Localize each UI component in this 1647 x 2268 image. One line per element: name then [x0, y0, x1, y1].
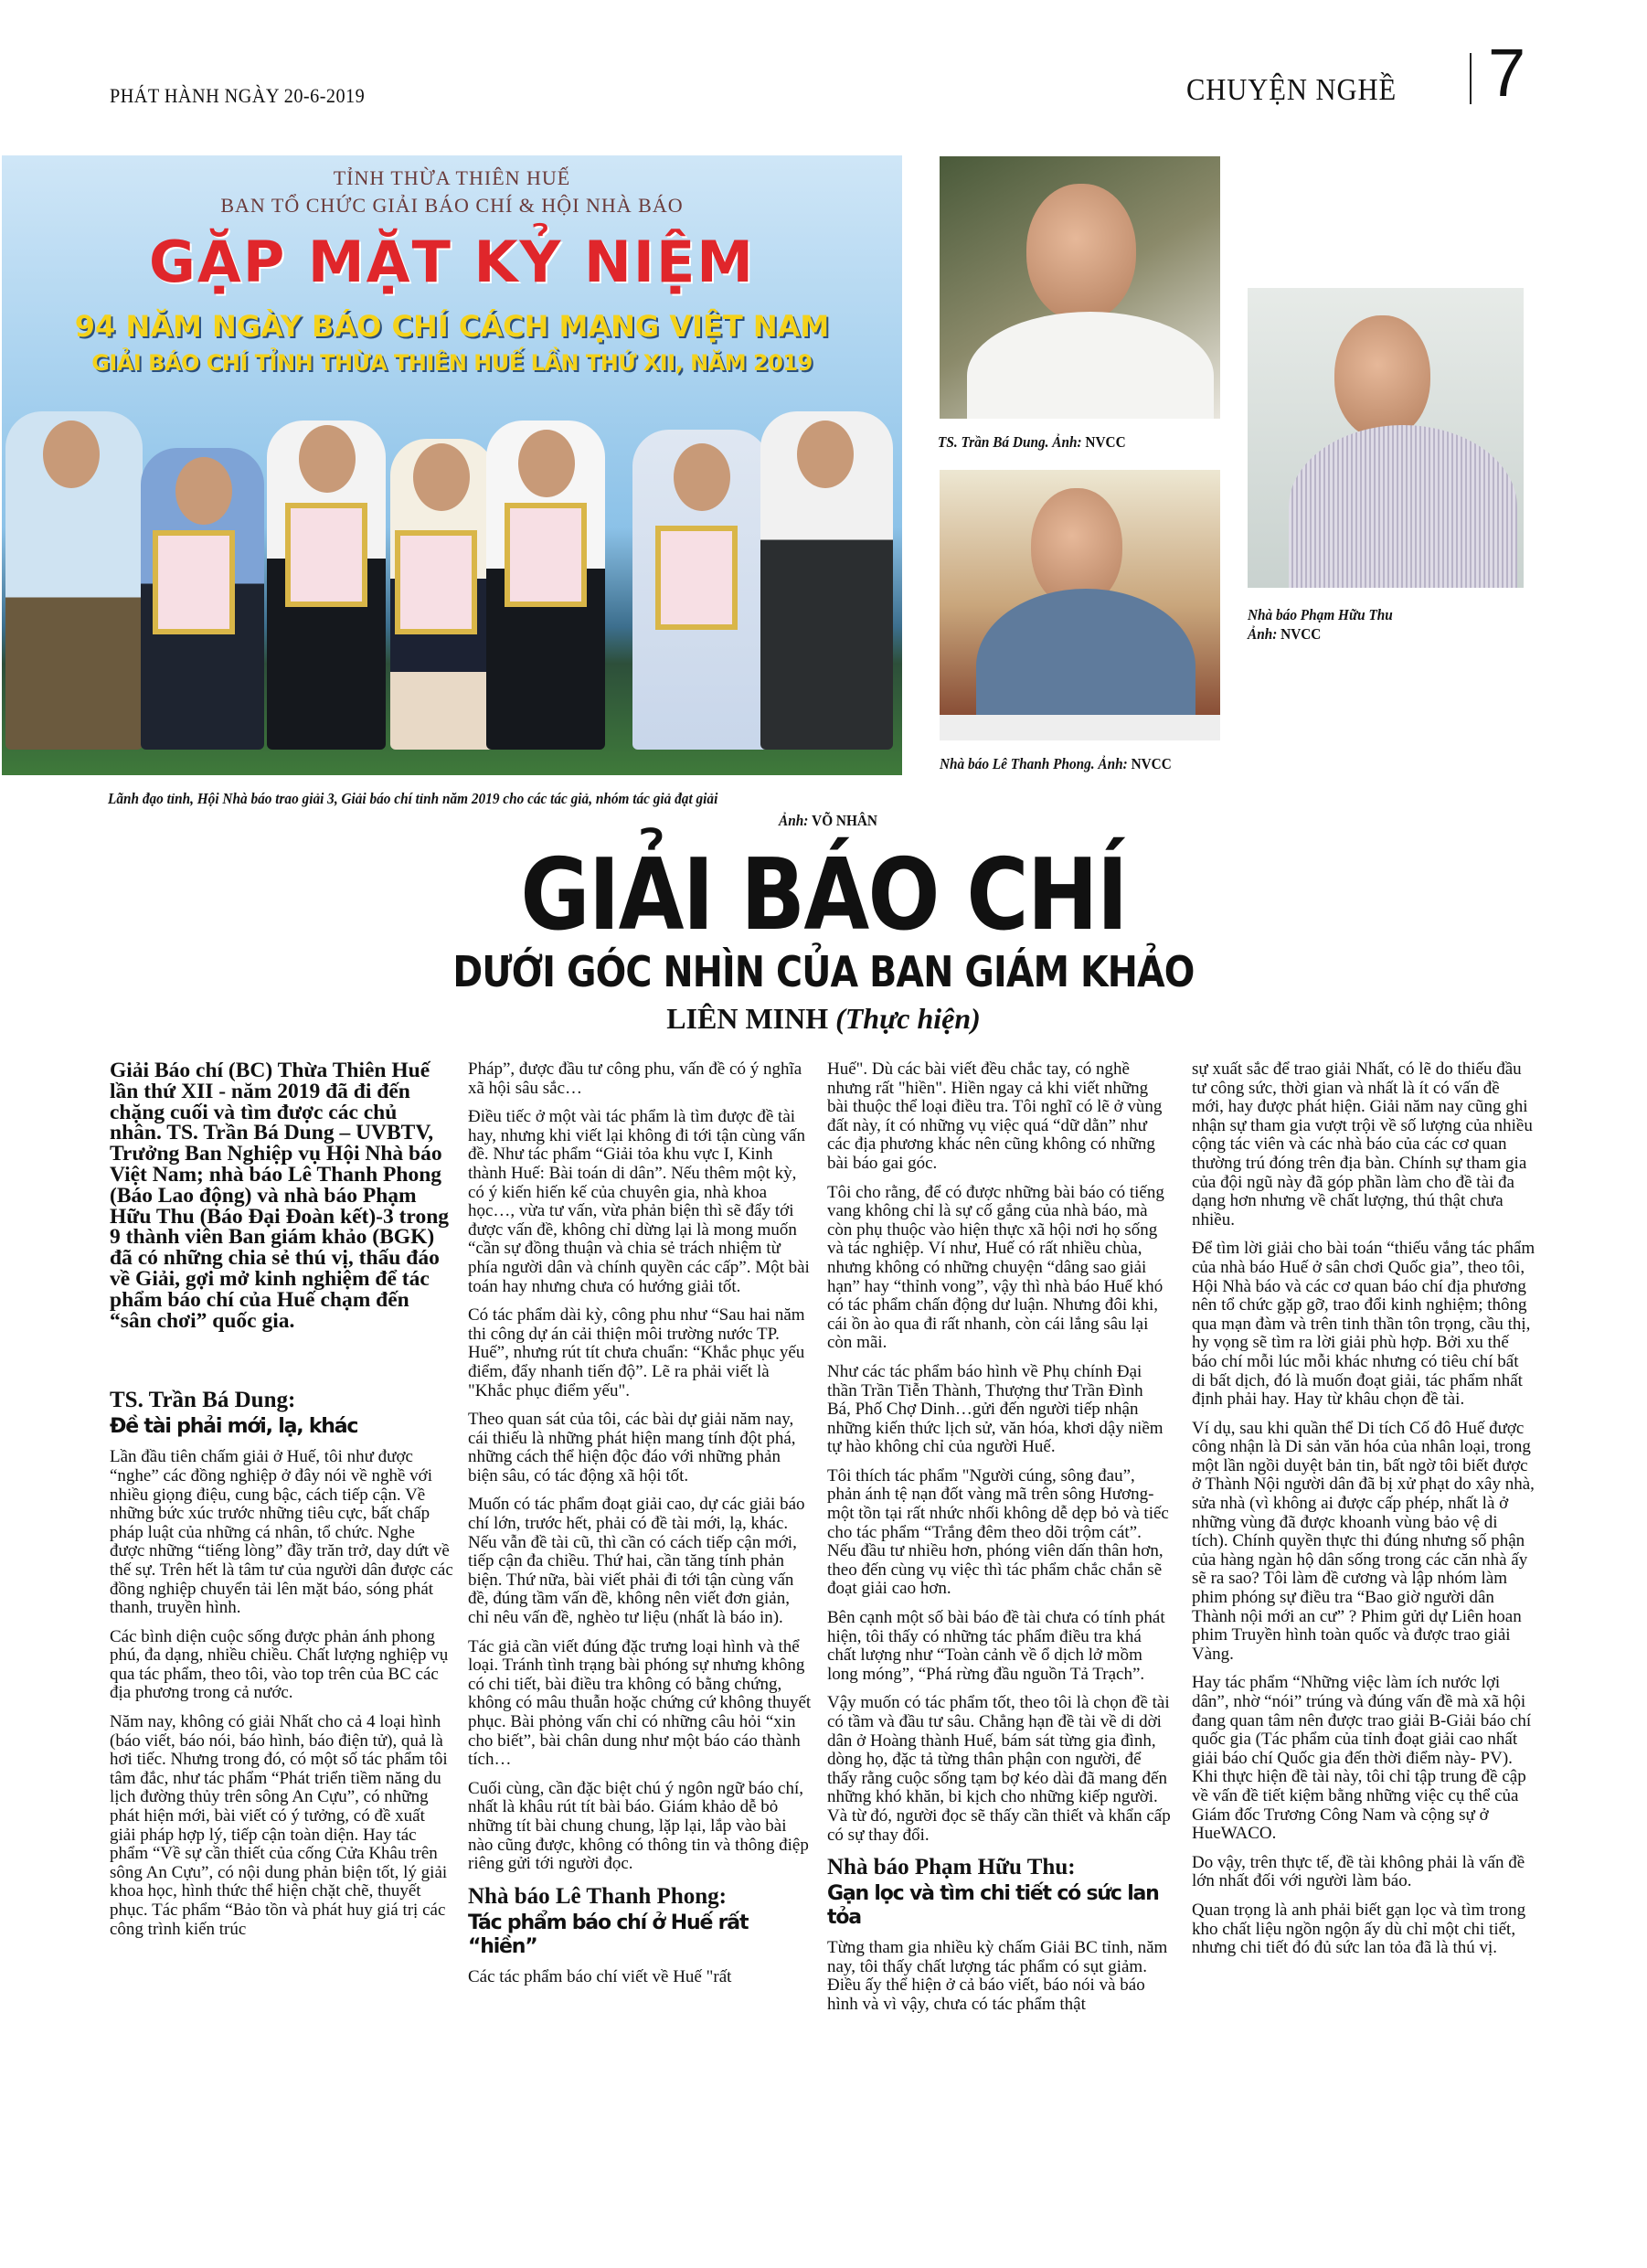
- portrait-caption: [938, 433, 1126, 452]
- certificate: [505, 503, 587, 607]
- portrait-tran-ba-dung: [940, 156, 1220, 419]
- body-paragraph: Do vậy, trên thực tế, đề tài không phải là vấn đề lớn nhất đối với người làm báo.: [1192, 1852, 1525, 1891]
- article-column-4: [1192, 1060, 1535, 1968]
- body-paragraph: sự xuất sắc để trao giải Nhất, có lẽ do thiếu đầu tư công sức, thời gian và nhất là ít có vấn đề mới, hay được phát hiện. Giải năm nay cũng ghi nhận sự tham gia vượt trội về số lượng của nhiều cộng tác viên và các nhà báo của các cơ quan thường trú đóng trên địa bàn. Chính sự tham gia của đội ngũ này đã góp phần làm cho đề tài đa dạng hơn nhưng về chất lượng, thú thật chưa nhiều.: [1192, 1059, 1533, 1230]
- body-paragraph: Muốn có tác phẩm đoạt giải cao, dự các giải báo chí lớn, trước hết, phải có đề tài mới, lạ, khác. Nếu vẫn đề tài cũ, thì cần có cách tiếp cận mới, tiếp cận đa chiều. Thứ hai, cần tăng tính phản biện. Thứ nữa, bài viết phải đi tới tận cùng vấn đề, đúng tầm vấn đề, không nên viết đơn giản, chỉ nêu vấn đề, nghèo tư liệu (nhất là báo in).: [468, 1495, 805, 1628]
- body-paragraph: Pháp”, được đầu tư công phu, vấn đề có ý nghĩa xã hội sâu sắc…: [468, 1059, 802, 1098]
- article-column-3: [827, 1060, 1171, 2025]
- author: LIÊN MINH: [666, 1002, 829, 1035]
- body-paragraph: Như các tác phẩm báo hình về Phụ chính Đại thần Trần Tiễn Thành, Thượng thư Trần Đình Bá, Phố Chợ Dinh…gửi đến người tiếp nhận những kiến thức lịch sử, văn hóa, khơi dậy niềm tự hào không chỉ của người Huế.: [827, 1361, 1164, 1457]
- credit-label: Ảnh:: [1098, 755, 1128, 772]
- credit-value: NVCC: [1280, 625, 1322, 643]
- body-paragraph: Vậy muốn có tác phẩm tốt, theo tôi là chọn đề tài có tầm và đầu tư sâu. Chẳng hạn đề tài về di dời dân ở Hoàng thành Huế, bám sát từng gia đình, dòng họ, đặc tả từng thân phận con người, để thấy rằng cuộc sống tạm bợ kéo dài đã mang đến những khó khăn, bi kịch cho những kiếp người. Và từ đó, người đọc sẽ thấy cần thiết và khẩn cấp có sự thay đổi.: [827, 1693, 1171, 1845]
- credit-label: Ảnh:: [1052, 433, 1082, 451]
- face: [1026, 184, 1136, 321]
- person-head: [43, 421, 100, 488]
- main-photo-caption: Lãnh đạo tỉnh, Hội Nhà báo trao giải 3, Giải báo chí tỉnh năm 2019 cho các tác giả, nhóm tác giả đạt giải: [108, 790, 718, 807]
- credit-label: Ảnh:: [779, 812, 809, 829]
- banner-line: GIẢI BÁO CHÍ TỈNH THỪA THIÊN HUẾ LẦN THỨ XII, NĂM 2019: [91, 350, 813, 376]
- lead-paragraph: Giải Báo chí (BC) Thừa Thiên Huế lần thứ XII - năm 2019 đã đi đến chặng cuối và tìm được các chủ nhân. TS. Trần Bá Dung – UVBTV, Trưởng Ban Nghiệp vụ Hội Nhà báo Việt Nam; nhà báo Lê Thanh Phong (Báo Lao động) và nhà báo Phạm Hữu Thu (Báo Đại Đoàn kết)-3 trong 9 thành viên Ban giám khảo (BGK) đã có những chia sẻ thú vị, thấu đáo về Giải, gợi mở kinh nghiệm để tác phẩm báo chí của Huế chạm đến “sân chơi” quốc gia.: [110, 1059, 450, 1333]
- person-head: [175, 457, 232, 525]
- body-paragraph: Tác giả cần viết đúng đặc trưng loại hình và thể loại. Tránh tình trạng bài phóng sự nhưng không có chi tiết, bài điều tra không có bằng chứng, không có mâu thuẫn hoặc chứng cứ không thuyết phục. Bài phỏng vấn chỉ có những câu hỏi “xin cho biết”, bài chân dung như một báo cáo thành tích…: [468, 1636, 812, 1770]
- section-heading-name: Nhà báo Lê Thanh Phong:: [468, 1883, 727, 1909]
- banner-line: TỈNH THỪA THIÊN HUẾ: [333, 166, 571, 189]
- body-paragraph: Điều tiếc ở một vài tác phẩm là tìm được đề tài hay, nhưng khi viết lại không đi tới tận cùng vấn đề. Như tác phẩm “Giải tỏa khu vực I, Kinh thành Huế: Bài toán di dân”. Nếu thêm một kỳ, có ý kiến hiến kế của chuyên gia, nhà khoa học…, vừa tư vấn, vừa phản biện thì sẽ đẩy tới được vấn đề, không chỉ dừng lại là mong muốn “cần sự đồng thuận và chia sẻ trách nhiệm từ phía người dân và chính quyền các cấp”. Một bài toán hay nhưng chưa có hướng giải tốt.: [468, 1107, 810, 1296]
- award-ceremony-photo: [2, 155, 902, 775]
- section-heading-subtitle: Tác phẩm báo chí ở Huế rất “hiền”: [468, 1911, 749, 1958]
- header-divider: [1470, 53, 1472, 104]
- author-note: (Thực hiện): [835, 1002, 981, 1035]
- body-paragraph: Lần đầu tiên chấm giải ở Huế, tôi như được “nghe” các đồng nghiệp ở đây nói về nghề với nhiều giọng điệu, cung bậc, cách tiếp cận. Về những bức xúc trước những tiêu cực, bất chấp pháp luật của những cá nhân, tổ chức. Nghe được những “tiếng lòng” đầy trăn trở, day dứt về thế sự. Trên hết là tâm tư của người dân được các đồng nghiệp chuyển tải lên mặt báo, sóng phát thanh, truyền hình.: [110, 1447, 453, 1618]
- certificate: [153, 530, 235, 634]
- credit-value: VÕ NHÂN: [812, 812, 877, 829]
- byline: [0, 1002, 1647, 1036]
- page-number: 7: [1488, 35, 1526, 111]
- section-heading-subtitle: Đề tài phải mới, lạ, khác: [110, 1415, 358, 1439]
- section-heading-name: TS. Trần Bá Dung:: [110, 1388, 296, 1413]
- body-paragraph: Theo quan sát của tôi, các bài dự giải năm nay, cái thiếu là những phát hiện mang tính đột phá, những cách thể hiện độc đáo với những phản biện sâu, có tác động xã hội tốt.: [468, 1410, 796, 1485]
- article-subtitle: DƯỚI GÓC NHÌN CỦA BAN GIÁM KHẢO: [452, 947, 1195, 996]
- person-head: [674, 443, 730, 511]
- body-paragraph: Năm nay, không có giải Nhất cho cả 4 loại hình (báo viết, báo nói, báo hình, báo điện tử), quả là hơi tiếc. Nhưng trong đó, có một số tác phẩm tôi tâm đắc, như tác phẩm “Phát triển tiềm năng du lịch đường thủy trên sông An Cựu”, có những phát hiện mới, bài viết có ý tưởng, có đề xuất giải pháp hợp lý, tiếp cận toàn diện. Hay tác phẩm “Về sự cần thiết của cống Cửa Khâu trên sông An Cựu”, có nội dung phản biện tốt, lý giải khoa học, hình thức thể hiện chặt chẽ, thuyết phục. Tác phẩm “Bảo tồn và phát huy giá trị các công trình kiến trúc: [110, 1712, 448, 1939]
- article-column-2: [468, 1060, 812, 1996]
- body-paragraph: Các bình diện cuộc sống được phản ánh phong phú, đa dạng, nhiều chiều. Chất lượng nghiệp vụ qua tác phẩm, theo tôi, vào top trên của BC các địa phương trong cả nước.: [110, 1626, 449, 1703]
- article-column-1: [110, 1060, 453, 1949]
- body-paragraph: Có tác phẩm dài kỳ, công phu như “Sau hai năm thi công dự án cải thiện môi trường nước TP. Huế”, nhưng rút tít chưa chuẩn: “Khắc phục yếu điểm, đẩy nhanh tiến độ”. Lẽ ra phải viết là "Khắc phục điểm yếu".: [468, 1305, 805, 1400]
- shirt: [1289, 425, 1517, 588]
- person-head: [797, 421, 854, 488]
- table: [940, 715, 1220, 740]
- banner-line: 94 NĂM NGÀY BÁO CHÍ CÁCH MẠNG VIỆT NAM: [74, 309, 830, 344]
- certificate: [655, 526, 738, 630]
- portrait-pham-huu-thu: [1248, 288, 1524, 588]
- portrait-caption: [940, 755, 1172, 773]
- body-paragraph: Các tác phẩm báo chí viết về Huế "rất: [468, 1966, 732, 1986]
- body-paragraph: Để tìm lời giải cho bài toán “thiếu vắng tác phẩm của nhà báo Huế ở sân chơi Quốc gia”, theo tôi, Hội Nhà báo và các cơ quan báo chí địa phương nên tổ chức gặp gỡ, trao đổi kinh nghiệm; thông qua mạn đàm và trên tinh thần tôn trọng, cầu thị, hy vọng sẽ tìm ra lời giải phù hợp. Bởi xu thế báo chí mỗi lúc mỗi khác nhưng có tiêu chí bất di bất dịch, đó là muốn đoạt giải, tác phẩm nhất định phải hay. Hay từ khâu chọn đề tài.: [1192, 1239, 1535, 1410]
- banner-title: GẶP MẶT KỶ NIỆM: [149, 229, 755, 295]
- credit-label: Ảnh:: [1248, 625, 1278, 643]
- section-name: CHUYỆN NGHỀ: [1186, 73, 1397, 107]
- body-paragraph: Huế". Dù các bài viết đều chắc tay, có nghề nhưng rất "hiền". Hiền ngay cả khi viết những bài thuộc thể loại điều tra. Tôi nghĩ có lẽ ở vùng đất này, ít có những vụ việc quá “dữ dằn” như các địa phương khác nên cũng không có những bài báo gai góc.: [827, 1059, 1163, 1173]
- certificate: [395, 530, 477, 634]
- body-paragraph: Từng tham gia nhiều kỳ chấm Giải BC tỉnh, năm nay, tôi thấy chất lượng tác phẩm có sụt giảm. Điều ấy thể hiện ở cả báo viết, báo nói và báo hình và vì vậy, chưa có tác phẩm thật: [827, 1938, 1168, 2014]
- caption-text: Nhà báo Phạm Hữu Thu: [1248, 606, 1393, 623]
- portrait-le-thanh-phong: [940, 470, 1220, 740]
- certificate: [285, 503, 367, 607]
- body-paragraph: Hay tác phẩm “Những việc làm ích nước lợi dân”, nhờ “nói” trúng và đúng vấn đề mà xã hội đang quan tâm nên được trao giải B-Giải báo chí quốc gia (Tác phẩm của tỉnh đoạt giải cao nhất giải báo chí Quốc gia đến thời điểm này- PV). Khi thực hiện đề tài này, tôi chỉ tập trung đề cập về vấn đề tiết kiệm bằng những việc cụ thể của Giám đốc Trương Công Nam và cộng sự ở HueWACO.: [1192, 1673, 1532, 1844]
- body-paragraph: Quan trọng là anh phải biết gạn lọc và tìm trong kho chất liệu ngồn ngộn ấy dù chỉ một chi tiết, nhưng chi tiết đó đủ sức lan tỏa đã là thú vị.: [1192, 1900, 1526, 1958]
- main-photo-credit: [779, 812, 877, 830]
- credit-value: NVCC: [1131, 755, 1172, 772]
- credit-value: NVCC: [1085, 433, 1126, 451]
- article-title: GIẢI BÁO CHÍ: [520, 838, 1127, 953]
- body-paragraph: Tôi cho rằng, để có được những bài báo có tiếng vang không chỉ là sự cố gắng của nhà báo, mà còn phụ thuộc vào hiện thực xã hội nơi họ sống và tác nghiệp. Ví như, Huế có rất nhiều chùa, nhưng không có những chuyện “dâng sao giải hạn” hay “thỉnh vong”, vậy thì nhà báo Huế khó có tác phẩm chấn động dư luận. Nhưng đôi khi, cái ồn ào qua đi rất nhanh, còn cái lắng sâu lại còn mãi.: [827, 1182, 1164, 1353]
- face: [1334, 315, 1430, 439]
- caption-text: TS. Trần Bá Dung.: [938, 433, 1049, 451]
- banner-line: BAN TỔ CHỨC GIẢI BÁO CHÍ & HỘI NHÀ BÁO: [220, 194, 684, 217]
- section-heading-name: Nhà báo Phạm Hữu Thu:: [827, 1855, 1076, 1880]
- body-paragraph: Bên cạnh một số bài báo đề tài chưa có tính phát hiện, tôi thấy có những tác phẩm điều tra khá chất lượng như “Toàn cảnh về ổ dịch lở mồm long móng”, “Phá rừng đầu nguồn Tả Trạch”.: [827, 1608, 1165, 1684]
- person-head: [299, 425, 356, 493]
- body-paragraph: Cuối cùng, cần đặc biệt chú ý ngôn ngữ báo chí, nhất là khâu rút tít bài báo. Giám khảo dễ bỏ những tít bài chung chung, lặp lại, lắp vào bài nào cũng được, không có thông tin và thông điệp riêng gửi tới người đọc.: [468, 1778, 809, 1874]
- section-heading-subtitle: Gạn lọc và tìm chi tiết có sức lan tỏa: [827, 1882, 1159, 1930]
- body-paragraph: Tôi thích tác phẩm "Người cúng, sông đau”, phản ánh tệ nạn đốt vàng mã trên sông Hương- một tồn tại rất nhức nhối không dễ dẹp bỏ và tiếc cho tác phẩm “Trắng đêm theo dõi trộm cát”. Nếu đầu tư nhiều hơn, phóng viên dấn thân hơn, theo đến cùng vụ việc thì tác phẩm chắc chắn sẽ đoạt giải cao hơn.: [827, 1465, 1169, 1599]
- person-head: [518, 430, 575, 497]
- shirt: [967, 312, 1214, 419]
- body-paragraph: Ví dụ, sau khi quần thể Di tích Cố đô Huế được công nhận là Di sản văn hóa của nhân loại, trong một lần ngồi duyệt bản tin, bất ngờ tôi biết được ở Thành Nội người dân đã bị xử phạt do xây nhà, sửa nhà (vì không ai được cấp phép, nhất là ở những vùng đã được khoanh vùng bảo vệ di tích). Chính quyền thực thi đúng nhưng số phận của hàng ngàn hộ dân sống trong các căn nhà ấy sẽ ra sao? Tôi làm đề cương và lập nhóm làm phim phóng sự điều tra “Bao giờ người dân Thành nội mới an cư” ? Phim gửi dự Liên hoan phim Truyền hình toàn quốc và được trao giải Vàng.: [1192, 1418, 1535, 1664]
- caption-text: Nhà báo Lê Thanh Phong.: [940, 755, 1095, 772]
- issue-date: PHÁT HÀNH NGÀY 20-6-2019: [110, 84, 366, 107]
- portrait-caption: [1248, 605, 1393, 644]
- person-head: [413, 443, 470, 511]
